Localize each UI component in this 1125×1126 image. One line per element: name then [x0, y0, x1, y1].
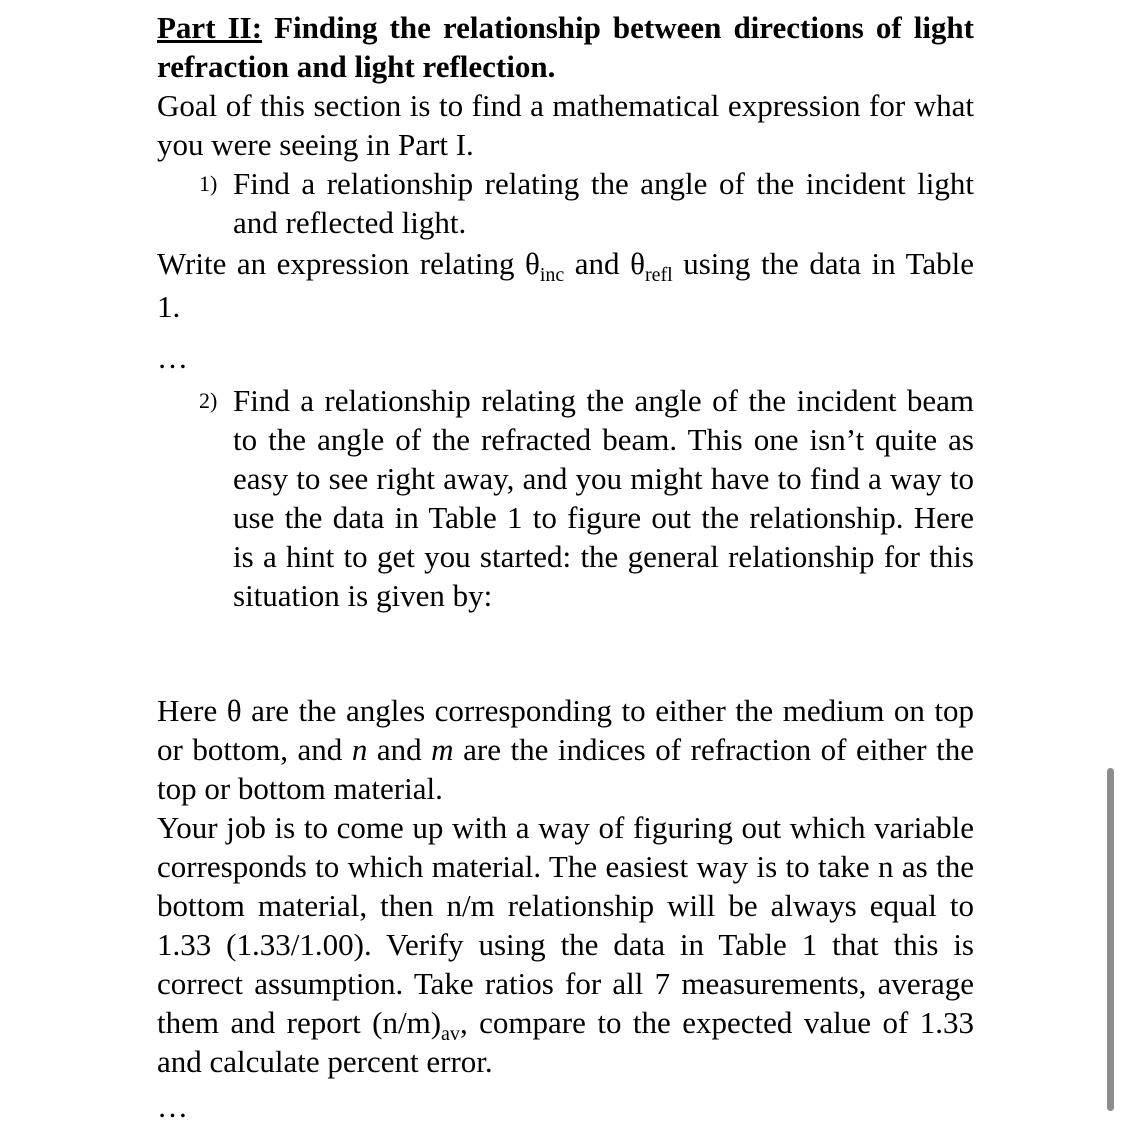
- goal-paragraph: Goal of this section is to find a mathematical expression for what you were seeing in Part I.: [157, 88, 974, 162]
- ellipsis-2: …: [157, 1089, 190, 1124]
- write-expr-part1: Write an expression relating θ: [157, 246, 540, 281]
- item-text-1: Find a relationship relating the angle of the incident light and reflected light.: [233, 166, 974, 240]
- write-expr-part3: using the data in Table 1.: [157, 246, 974, 324]
- part-label: Part II:: [157, 10, 263, 45]
- list-item-1: [157, 164, 974, 242]
- write-expression-paragraph: [157, 242, 974, 328]
- job-paragraph: [157, 808, 974, 1081]
- variable-m: m: [431, 732, 454, 767]
- av-subscript: av: [441, 1023, 460, 1045]
- here-part1: Here θ are the angles corresponding to either the medium on top or bottom, and: [157, 693, 974, 767]
- theta-inc-subscript: inc: [539, 264, 565, 286]
- theta-refl-subscript: refl: [644, 264, 673, 286]
- item-text-2: Find a relationship relating the angle of the incident beam to the angle of the refracted beam. This one isn’t quite as easy to see right away, and you might have to find a way to use the data in Table 1 to figure out the relationship. Here is a hint to get you started: the general relationship for this situation is given by:: [233, 383, 974, 613]
- document-page: [157, 8, 974, 1126]
- item-number-2: 2): [199, 388, 218, 413]
- ellipsis-1: …: [157, 340, 190, 375]
- job-part2: , compare to the expected value of 1.33 and calculate percent error.: [157, 1005, 975, 1079]
- equation-placeholder: [157, 615, 974, 691]
- list-item-2: [157, 381, 974, 615]
- here-part2: and: [367, 732, 432, 767]
- write-expr-part2: and θ: [564, 246, 645, 281]
- vertical-scrollbar[interactable]: [1107, 768, 1114, 1111]
- variable-n: n: [351, 732, 368, 767]
- section-heading: [157, 8, 974, 86]
- here-paragraph: [157, 691, 974, 808]
- here-part3: are the indices of refraction of either the top or bottom material.: [157, 732, 974, 806]
- item-number-1: 1): [199, 171, 218, 196]
- heading-title: Finding the relationship between directions of light refraction and light reflection.: [157, 10, 974, 84]
- job-part1: Your job is to come up with a way of figuring out which variable corresponds to which material. The easiest way is to take n as the bottom material, then n/m relationship will be always equal to 1.33 (1.33/1.00). Verify using the data in Table 1 that this is correct assumption. Take ratios for all 7 measurements, average them and report (n/m): [157, 810, 974, 1040]
